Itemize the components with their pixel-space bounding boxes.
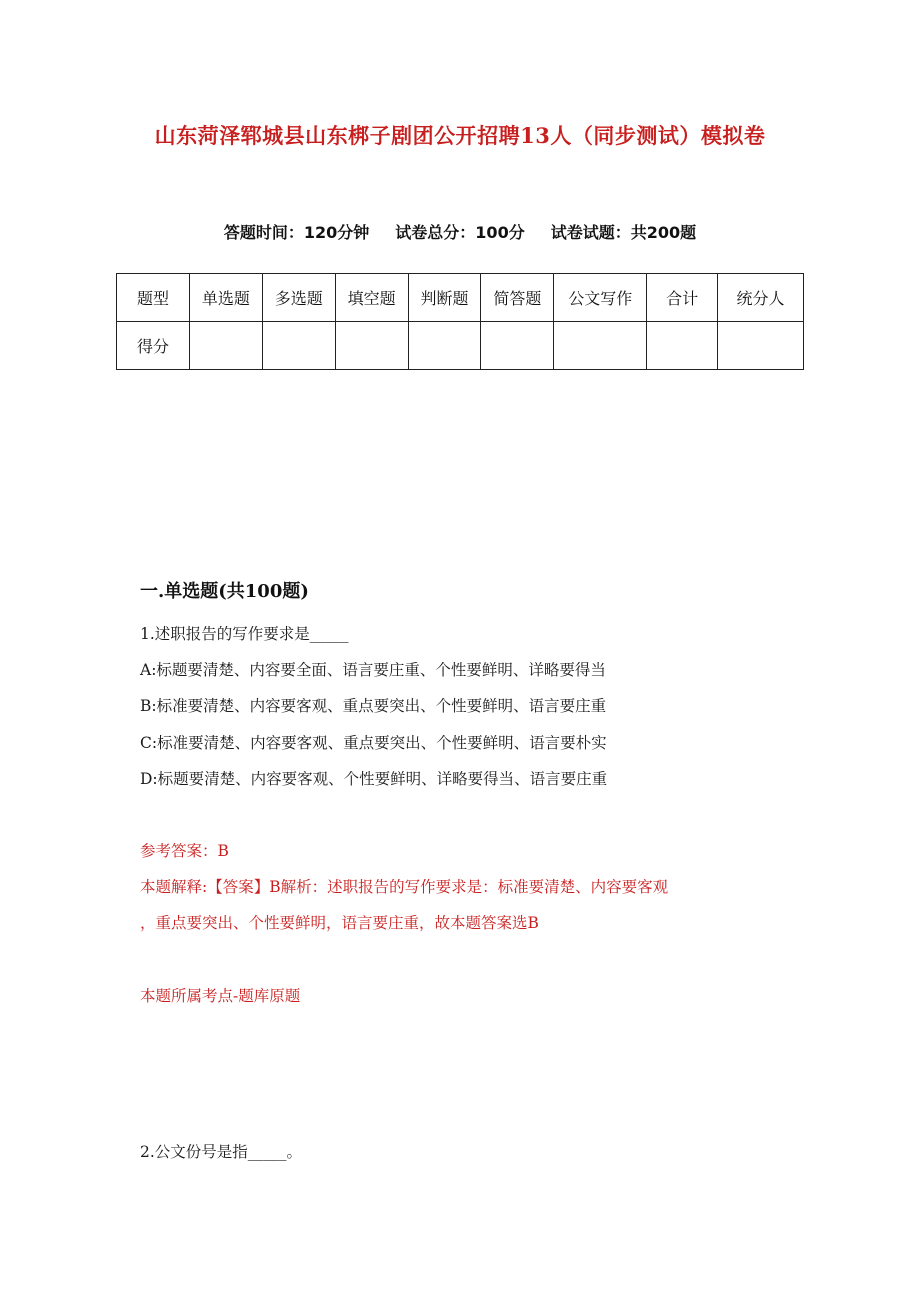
- question-1-option-b: B:标准要清楚、内容要客观、重点要突出、个性要鲜明、语言要庄重: [140, 697, 607, 715]
- score-table-header-cell: 题型: [117, 274, 190, 322]
- score-table-header-cell: 合计: [647, 274, 718, 322]
- question-1-option-c: C:标准要清楚、内容要客观、重点要突出、个性要鲜明、语言要朴实: [140, 734, 607, 752]
- score-table-header-cell: 公文写作: [554, 274, 647, 322]
- exam-question-count: 试卷试题：共200题: [550, 223, 697, 242]
- score-cell: [189, 322, 262, 370]
- question-2-stem: 2.公文份号是指_____。: [140, 1143, 303, 1161]
- score-table-header-cell: 统分人: [718, 274, 804, 322]
- score-cell: [481, 322, 554, 370]
- exam-meta: [0, 220, 920, 243]
- exam-time: 答题时间：120分钟: [223, 223, 370, 242]
- score-table-header-cell: 单选题: [189, 274, 262, 322]
- score-cell: [554, 322, 647, 370]
- section-heading: 一.单选题(共100题): [140, 581, 309, 602]
- page-title: 山东菏泽郓城县山东梆子剧团公开招聘13人（同步测试）模拟卷: [154, 123, 766, 148]
- score-table-header-cell: 填空题: [335, 274, 408, 322]
- score-cell: [408, 322, 481, 370]
- question-1-explanation-line-1: 本题解释:【答案】B解析：述职报告的写作要求是：标准要清楚、内容要客观: [140, 878, 669, 896]
- score-table-header-cell: 多选题: [262, 274, 335, 322]
- question-1-knowledge-point: 本题所属考点-题库原题: [140, 987, 301, 1005]
- score-row-label: 得分: [117, 322, 190, 370]
- score-table-header-cell: 简答题: [481, 274, 554, 322]
- question-1-stem: 1.述职报告的写作要求是_____: [140, 625, 349, 643]
- question-1-explanation-line-2: ，重点要突出、个性要鲜明，语言要庄重，故本题答案选B: [140, 914, 539, 932]
- score-cell: [718, 322, 804, 370]
- question-1-answer: 参考答案：B: [140, 842, 229, 860]
- score-table-score-row: [117, 322, 804, 370]
- question-1-option-a: A:标题要清楚、内容要全面、语言要庄重、个性要鲜明、详略要得当: [140, 661, 606, 679]
- question-1-option-d: D:标题要清楚、内容要客观、个性要鲜明、详略要得当、语言要庄重: [140, 770, 608, 788]
- score-cell: [262, 322, 335, 370]
- score-cell: [335, 322, 408, 370]
- score-table: [116, 273, 804, 370]
- exam-total-score: 试卷总分：100分: [395, 223, 525, 242]
- score-table-header-cell: 判断题: [408, 274, 481, 322]
- score-cell: [647, 322, 718, 370]
- score-table-header-row: [117, 274, 804, 322]
